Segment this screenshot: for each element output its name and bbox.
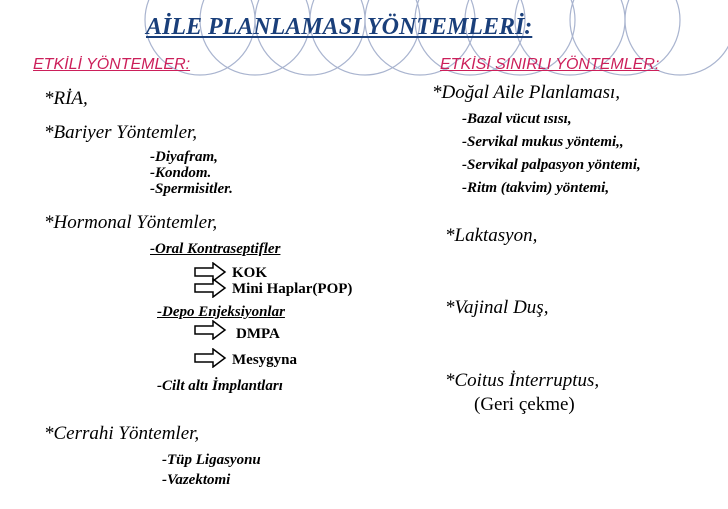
coitus-note: (Geri çekme) <box>474 394 575 415</box>
page-title: AİLE PLANLAMASI YÖNTEMLERİ: <box>146 14 533 40</box>
barrier-item-spermicide: -Spermisitler. <box>150 181 233 197</box>
surgical-item-tubal: -Tüp Ligasyonu <box>162 452 261 468</box>
arrow-right-icon <box>193 320 227 340</box>
douche-item: *Vajinal Duş, <box>445 297 549 318</box>
depo-item-mesygyna: Mesygyna <box>232 352 297 368</box>
oral-contraceptives: -Oral Kontraseptifler <box>150 241 281 257</box>
left-section-heading: ETKİLİ YÖNTEMLER: <box>33 56 191 73</box>
natural-item-rhythm: -Ritm (takvim) yöntemi, <box>462 180 610 196</box>
oral-item-pop: Mini Haplar(POP) <box>232 281 353 297</box>
natural-item-palpation: -Servikal palpasyon yöntemi, <box>462 157 641 173</box>
surgical-item-vasectomy: -Vazektomi <box>162 472 231 488</box>
depot-injections: -Depo Enjeksiyonlar <box>157 304 285 320</box>
natural-heading: *Doğal Aile Planlaması, <box>432 82 621 103</box>
arrow-right-icon <box>193 348 227 368</box>
natural-item-mucus: -Servikal mukus yöntemi,, <box>462 134 624 150</box>
lactation-item: *Laktasyon, <box>445 225 538 246</box>
oral-item-kok: KOK <box>232 265 268 281</box>
right-section-heading: ETKİSİ SINIRLI YÖNTEMLER: <box>440 56 660 73</box>
hormonal-heading: *Hormonal Yöntemler, <box>44 212 218 233</box>
barrier-item-condom: -Kondom. <box>150 165 212 181</box>
coitus-item: *Coitus İnterruptus, <box>445 370 600 391</box>
ria-item: *RİA, <box>44 88 88 109</box>
barrier-item-diaphragm: -Diyafram, <box>150 149 218 165</box>
arrow-right-icon <box>193 278 227 298</box>
barrier-heading: *Bariyer Yöntemler, <box>44 122 198 143</box>
depo-item-dmpa: DMPA <box>236 326 280 342</box>
surgical-heading: *Cerrahi Yöntemler, <box>44 423 200 444</box>
implant-item: -Cilt altı İmplantları <box>157 378 283 394</box>
natural-item-bbt: -Bazal vücut ısısı, <box>462 111 572 127</box>
